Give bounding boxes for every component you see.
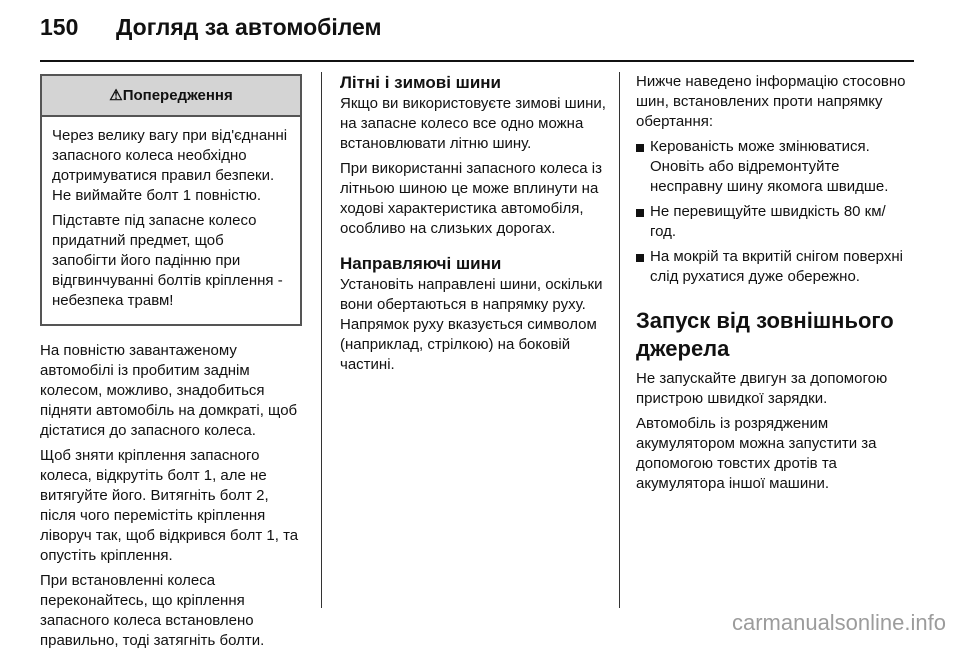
- col1-paragraph-2: Щоб зняти кріплення запасного колеса, відкрутіть болт 1, але не витягуйте його. Витягніть болт 2, після чого перемістіть кріплення ліворуч так, щоб відкрився болт 1, та опустіть кріплення.: [40, 447, 299, 564]
- warning-box: [40, 74, 302, 326]
- warning-body: [42, 117, 300, 324]
- col1-paragraph-1: На повністю завантаженому автомобілі із пробитим заднім колесом, можливо, знадобиться підняти автомобіль на домкраті, щоб дістатися до запасного колеса.: [40, 342, 298, 439]
- col2-paragraph-1: Якщо ви використовуєте зимові шини, на запасне колесо все одно можна встановлювати літню шину.: [340, 95, 606, 152]
- column-divider-2: [619, 72, 620, 608]
- warning-title: Попередження: [122, 86, 233, 104]
- column-3: [636, 72, 906, 499]
- warning-paragraph-2: Підставте під запасне колесо придатний предмет, щоб запобігти його падінню при відгвинчуванні болтів кріплення - небезпека травм!: [52, 212, 283, 309]
- watermark: carmanualsonline.info: [731, 610, 946, 635]
- page-title: Догляд за автомобілем: [116, 14, 382, 40]
- column-divider-1: [321, 72, 322, 608]
- warning-header: [42, 76, 300, 117]
- bullet-list: [636, 137, 906, 287]
- list-item: На мокрій та вкритій снігом поверхні слід рухатися дуже обережно.: [636, 247, 906, 287]
- col2-paragraph-3: Установіть направлені шини, оскільки вони обертаються в напрямку руху. Напрямок руху вказується символом (наприклад, стрілкою) на боковій частині.: [340, 276, 603, 373]
- section-heading-jump-starting: Запуск від зовнішнього джерела: [636, 308, 894, 361]
- list-item: Не перевищуйте швидкість 80 км/год.: [636, 202, 906, 242]
- col1-paragraph-3: При встановленні колеса переконайтесь, що кріплення запасного колеса встановлено правильно, тоді затягніть болти.: [40, 572, 265, 649]
- section-heading-summer-winter-tyres: Літні і зимові шини: [340, 73, 502, 92]
- col3-paragraph-3: Автомобіль із розрядженим акумулятором можна запустити за допомогою товстих дротів та акумулятора іншої машини.: [636, 415, 877, 492]
- col2-paragraph-2: При використанні запасного колеса із літньою шиною це може вплинути на ходові характеристика автомобіля, особливо на слизьких дорогах.: [340, 160, 602, 237]
- warning-paragraph-1: Через велику вагу при від'єднанні запасного колеса необхідно дотримуватися правил безпеки. Не виймайте болт 1 повністю.: [52, 127, 288, 204]
- warning-icon: ⚠: [109, 86, 123, 104]
- col3-paragraph-1: Нижче наведено інформацію стосовно шин, встановлених проти напрямку обертання:: [636, 73, 906, 130]
- page-number: 150: [40, 14, 79, 40]
- column-1: [40, 72, 302, 656]
- column-2: [340, 72, 608, 380]
- section-heading-directional-tyres: Направляючі шини: [340, 254, 502, 273]
- page-header: [40, 14, 382, 41]
- list-item: Керованість може змінюватися. Оновіть або відремонтуйте несправну шину якомога швидше.: [636, 137, 906, 197]
- header-rule: [40, 60, 914, 62]
- col3-paragraph-2: Не запускайте двигун за допомогою пристрою швидкої зарядки.: [636, 370, 888, 407]
